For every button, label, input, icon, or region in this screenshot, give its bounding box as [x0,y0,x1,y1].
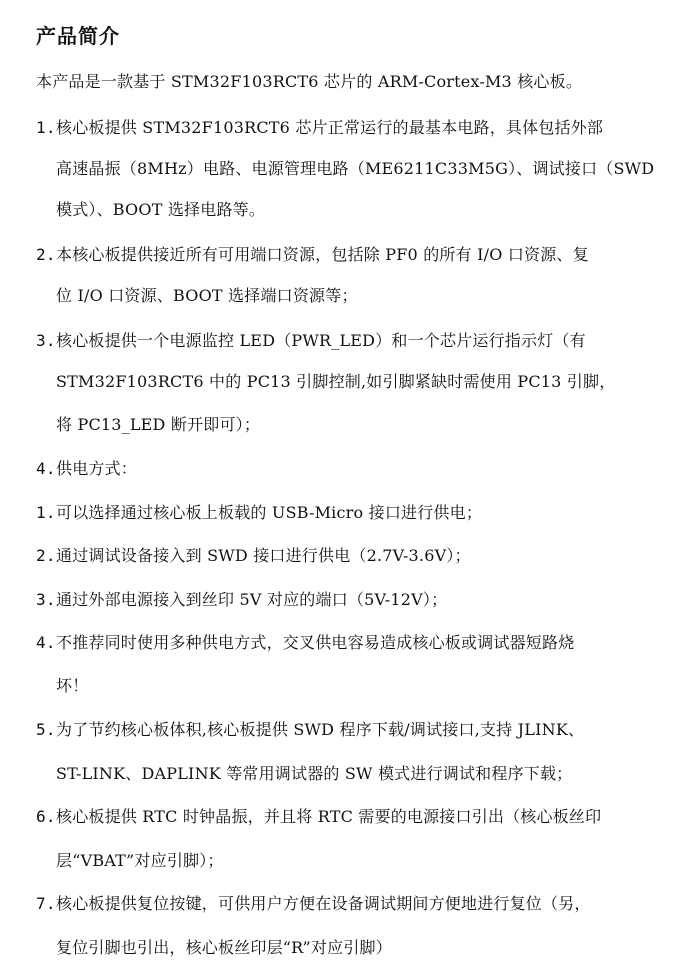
power-item-7-line-1: 7.核心板提供复位按键，可供用户方便在设备调试期间方便地进行复位（另， [36,892,591,916]
power-item-5-line-2: ST-LINK、DAPLINK 等常用调试器的 SW 模式进行调试和程序下载； [56,764,573,783]
power-item-5-number: 5. [36,720,56,739]
power-item-1-number: 1. [36,503,56,522]
power-item-7-number: 7. [36,894,56,913]
item-3-line-2: STM32F103RCT6 中的 PC13 引脚控制,如引脚紧缺时需使用 PC13 引脚， [56,372,616,391]
item-2-number: 2. [36,245,56,264]
power-item-4-line-1: 4.不推荐同时使用多种供电方式，交叉供电容易造成核心板或调试器短路烧 [36,631,574,655]
intro-text: 本产品是一款基于 STM32F103RCT6 芯片的 ARM-Cortex-M3 核心板。 [36,72,583,91]
item-3-line-3: 将 PC13_LED 断开即可）； [56,415,261,434]
item-2-line-2: 位 I/O 口资源、BOOT 选择端口资源等； [56,286,358,305]
power-item-6-number: 6. [36,807,56,826]
item-1-line-1: 1.核心板提供 STM32F103RCT6 芯片正常运行的最基本电路，具体包括外部 [36,116,603,140]
power-item-4-number: 4. [36,633,56,652]
item-1-line-2: 高速晶振（8MHz）电路、电源管理电路（ME6211C33M5G）、调试接口（SWD [56,159,655,178]
power-item-2: 2.通过调试设备接入到 SWD 接口进行供电（2.7V-3.6V）； [36,544,471,568]
item-3-number: 3. [36,331,56,350]
item-1-line-3: 模式）、BOOT 选择电路等。 [56,200,266,219]
power-item-3-number: 3. [36,590,56,609]
item-2-line-1: 2.本核心板提供接近所有可用端口资源，包括除 PF0 的所有 I/O 口资源、复 [36,243,589,267]
item-4-line-1: 4.供电方式： [36,457,137,481]
power-item-6-line-1: 6.核心板提供 RTC 时钟晶振，并且将 RTC 需要的电源接口引出（核心板丝印 [36,805,601,829]
power-item-3: 3.通过外部电源接入到丝印 5V 对应的端口（5V-12V）； [36,588,447,612]
power-item-1: 1.可以选择通过核心板上板载的 USB-Micro 接口进行供电； [36,501,482,525]
power-item-6-line-2: 层“VBAT”对应引脚）； [56,851,224,870]
section-title: 产品简介 [36,24,120,48]
item-3-line-1: 3.核心板提供一个电源监控 LED（PWR_LED）和一个芯片运行指示灯（有 [36,329,586,353]
power-item-2-number: 2. [36,546,56,565]
item-4-number: 4. [36,459,56,478]
power-item-7-line-2: 复位引脚也引出，核心板丝印层“R”对应引脚） [56,938,392,957]
item-1-number: 1. [36,118,56,137]
power-item-4-line-2: 坏！ [56,676,89,695]
power-item-5-line-1: 5.为了节约核心板体积,核心板提供 SWD 程序下载/调试接口,支持 JLINK、 [36,718,584,742]
